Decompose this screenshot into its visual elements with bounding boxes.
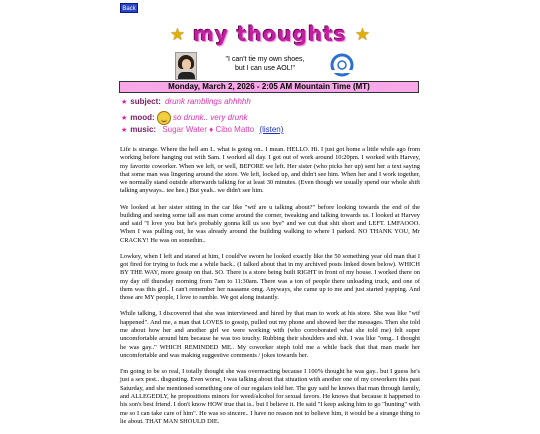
- entry-paragraph: While talking, I discovered that she was interviewed and hired by that man to work at his store. She was like "wtf happened". And me, a man that LOVES to gossip, pulled out my phone and showed her the messages. Then she told me about how her and another girl we were working with (who corroborated what she told me) felt super uncomfortable around him because he was too touchy. Rubbing their shoulders and shit. I was like "omg.. I thought he was gay.." WHICH REMINDED ME.. My coworker steph told me a while back that that man made her uncomfortable and was making suggestive comments / jokes towards her.: [120, 310, 420, 359]
- music-row: ★ music: Sugar Water ♦ Cibo Matto (listen): [121, 125, 284, 134]
- entry-paragraph: I'm going to be so real, I totally thought she was overreacting because I 100% thought he was gay.. but I guess he's just a sex pest.. disgusting. Even worse, I was talking about that situation with another one of my coworkers this past Saturday, and she mentioned something one of our regulars told her. The guy said he knows that man through family, and ALLEGEDLY, he propositions minors for weed/alcohol for sexual favors. He knows that because it happened to his son's best friend. I don't know HOW true that is.. but I believe it. He said "I keep asking him to go "hunting" with me so I can take care of him". He was so sincere.. I have no reason not to believe him, it would be a strange thing to lie about. THAT MAN SHOULD DIE.: [120, 368, 420, 425]
- mood-value: so drunk.. very drunk: [172, 113, 248, 123]
- mood-row: ★ mood: so drunk.. very drunk: [121, 111, 248, 125]
- smiley-icon: [157, 111, 171, 125]
- entry-body: [120, 146, 420, 434]
- entry-paragraph: Life is strange. Where the hell am I.. what is going on.. I mean. HELLO. Hi. I just got home a little while ago from working before hanging out with Sam. I worked all day. I got out of work around 10:20pm. I worked with Harvey, my favorite coworker. When we left, or well, BEFORE we left. Her sister (who picks her up) sent her a text saying that some man was lingering around the store. We left, locked up, and didn't see him. When her and I work together, we normally stand outside afterwards talking for at least 30 minutes. (Even though we usually spend our whole shift talking anyways.. tee hee.) But yeah.. we didn't see him.: [120, 146, 420, 195]
- subject-row: ★ subject: drunk ramblings ahhhhh: [121, 97, 251, 106]
- banner-quote: [201, 55, 329, 73]
- entry-paragraph: We looked at her sister sitting in the car like "wtf are u talking about?" before looking towards the end of the building and seeing some tall ass man come around the corner, tweaking and talking towards us. I looked at Harvey and said "I love you but he's probably gonna kill us soo bye" and we cut that shit short and LEFT. LMFAOOO. When I was pulling out, he was already around the building walking to where I parked. NO THANK YOU, Mr CRACKY! He was on somethin..: [120, 203, 420, 244]
- listen-link[interactable]: (listen): [259, 125, 284, 134]
- star-bullet-icon: ★: [121, 99, 128, 106]
- music-separator: ♦: [209, 125, 214, 134]
- avatar: [175, 52, 197, 80]
- quote-line-1: "I can't tie my own shoes,: [225, 56, 305, 63]
- star-icon: ★: [169, 24, 186, 44]
- music-title: Cibo Matto: [215, 125, 255, 134]
- site-logo: my thoughts: [193, 22, 347, 46]
- subject-value: drunk ramblings ahhhhh: [164, 97, 251, 106]
- quote-line-2: but I can use AOL!": [234, 65, 296, 72]
- star-bullet-icon: ★: [121, 127, 128, 134]
- back-button[interactable]: Back: [120, 3, 138, 13]
- entry-date: Monday, March 2, 2026 - 2:05 AM Mountain Time (MT): [119, 81, 419, 93]
- star-icon: ★: [354, 24, 371, 44]
- profile-banner: [175, 52, 355, 82]
- music-artist: Sugar Water: [162, 125, 207, 134]
- aol-logo-icon: [329, 52, 355, 80]
- header: [0, 20, 540, 48]
- star-bullet-icon: ★: [121, 115, 128, 123]
- entry-paragraph: Lowkey, when I left and stared at him, I could've sworn he looked exactly like the 50 something year old man that I got fired for trying to fuck me a while back.. (I talked about that in my archived posts linked down below). WHICH BY THE WAY, more gossip on that. SO. There is a store being built RIGHT in front of my house. I worked there on my day off thursday morning from 7am to 11:30am. There was a ton of people there unloading truck, and one of them was this girl.. I can't remember her naaaame omg. Anyways, she came up to me and just started yapping. And those are MY people, I love to ramble. We got along instantly.: [120, 252, 420, 302]
